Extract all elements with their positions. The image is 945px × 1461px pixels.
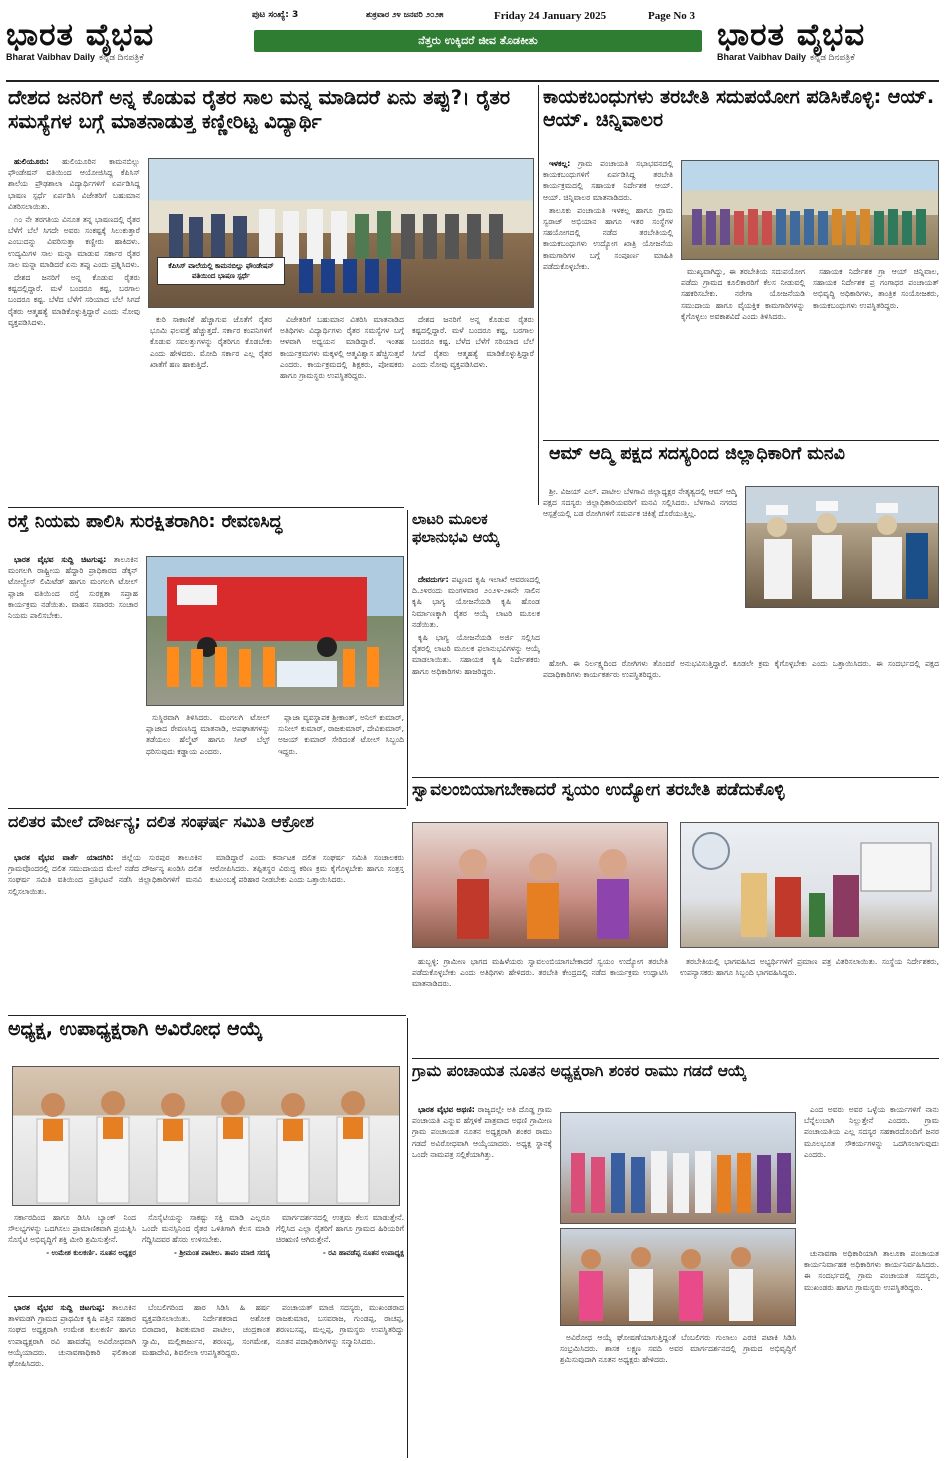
paragraph: ವಿಜೇತರಿಗೆ ಬಹುಮಾನ ವಿತರಿಸಿ ಮಾತನಾಡಿದ ಅತಿಥಿಗಳು ವಿದ್ಯಾರ್ಥಿಗಳು ರೈತರ ಸಮಸ್ಯೆಗಳ ಬಗ್ಗೆ ಆಳವಾಗಿ ಅಧ್ಯಯನ ಮಾಡಿದ್ದಾರೆ. ಇಂತಹ ಕಾರ್ಯಕ್ರಮಗಳು ಮಕ್ಕಳಲ್ಲಿ ಆತ್ಮವಿಶ್ವಾಸ ಹೆಚ್ಚಿಸುತ್ತವೆ ಎಂದರು. ಕಾರ್ಯಕ್ರಮದಲ್ಲಿ ಶಿಕ್ಷಕರು, ಪೋಷಕರು ಹಾಗೂ ಗ್ರಾಮಸ್ಥರು ಉಪಸ್ಥಿತರಿದ್ದರು. [280,315,404,381]
dateline: ಹುಲಿಯೂರು: [14,157,49,166]
masthead-title-right: ಭಾರತ ವೈಭವ [717,17,866,53]
paragraph: ಪಂಚಾಯತ್ ಮಾಜಿ ಸದಸ್ಯರು, ಮುಖಂಡರಾದ ರಾಜಕುಮಾರ, ಬಸವರಾಜ, ಗುಂಡಪ್ಪ, ರಾಚಪ್ಪ, ಶರಣಬಸಪ್ಪ, ಮಲ್ಲಪ್ಪ, ಗ್ರಾಮಸ್ಥರು ಉಪಸ್ಥಿತರಿದ್ದು ನೂತನ ಪದಾಧಿಕಾರಿಗಳನ್ನು ಸನ್ಮಾನಿಸಿದರು. [276,1303,404,1346]
paragraph: ಎಂದ ಅವರು ಅವರ ಒಳ್ಳೆಯ ಕಾರ್ಯಗಳಿಗೆ ನಾನು ಬೆನ್ನೆಲುಬಾಗಿ ನಿಲ್ಲುತ್ತೇನೆ ಎಂದರು. ಗ್ರಾಮ ಪಂಚಾಯತಿಯ ಎಲ್ಲ ಸದಸ್ಯರ ಸಹಕಾರದೊಂದಿಗೆ ಜನರ ಮೂಲಭೂತ ಸೌಕರ್ಯಗಳನ್ನು ಒದಗಿಸಲಾಗುವುದು ಎಂದರು. [804,1105,939,1159]
article-self-employment [412,780,939,1054]
supporters-icon [561,1229,796,1326]
paragraph: ಹೋಗಿ. ಈ ನಿರ್ಲಕ್ಷ್ಯದಿಂದ ರೋಗಿಗಳು ತೊಂದರೆ ಅನುಭವಿಸುತ್ತಿದ್ದಾರೆ. ಕೂಡಲೇ ಕ್ರಮ ಕೈಗೊಳ್ಳಬೇಕು ಎಂದು ಒತ್ತಾಯಿಸಿದರು. ಈ ಸಂದರ್ಭದಲ್ಲಿ ಪಕ್ಷದ ಪದಾಧಿಕಾರಿಗಳು ಕಾರ್ಯಕರ್ತರು ಉಪಸ್ಥಿತರಿದ್ದರು. [543,659,939,680]
paragraph: ತಾಲೂಕು ಪಂಚಾಯತಿ ಇಳಕಲ್ಲ ಹಾಗೂ ಗ್ರಾಮ ಸ್ವರಾಜ್ ಅಭಿಯಾನ ಹಾಗೂ ಇತರ ಸಂಸ್ಥೆಗಳ ಸಹಯೋಗದಲ್ಲಿ ನಡೆದ ತರಬೇತಿಯಲ್ಲಿ ಕಾಯಕಬಂಧುಗಳು ಉದ್ಯೋಗ ಖಾತ್ರಿ ಯೋಜನೆಯ ಕಾಮಗಾರಿಗಳ ಬಗ್ಗೆ ಸಂಪೂರ್ಣ ಮಾಹಿತಿ ಪಡೆದುಕೊಳ್ಳಬೇಕು. [543,205,673,271]
dateline: ಭಾರತ ವೈಭವ ಸುದ್ದಿ ಚಿಟಗುಪ್ಪ: [14,1303,105,1312]
dateline: ಭಾರತ ವೈಭವ ಅಥಣಿ: [418,1105,475,1114]
fire-truck-icon [147,557,404,706]
photo-road-safety [146,556,404,706]
trainees-icon [413,823,668,948]
masthead-title-left: ಭಾರತ ವೈಭವ [6,17,155,53]
date: Friday 24 January 2025 [494,10,607,22]
paragraph: ಮುಖ್ಯವಾಗಿದ್ದು, ಈ ತರಬೇತಿಯ ಸದುಪಯೋಗ ಪಡೆದು ಗ್ರಾಮದ ಕೂಲಿಕಾರರಿಗೆ ಕೆಲಸ ನೀಡುವಲ್ಲಿ ಸಹಕರಿಸಬೇಕು. ನರೇಗಾ ಯೋಜನೆಯಡಿ ಸಮುದಾಯ ಹಾಗೂ ವೈಯಕ್ತಿಕ ಕಾಮಗಾರಿಗಳನ್ನು ಕೈಗೊಳ್ಳಲು ಅವಕಾಶವಿದೆ ಎಂದು ತಿಳಿಸಿದರು. [681,267,805,321]
headline: ದಲಿತರ ಮೇಲೆ ದೌರ್ಜನ್ಯ; ದಲಿತ ಸಂಘರ್ಷ ಸಮಿತಿ ಆಕ್ರೋಶ [8,812,314,831]
photo-panchayat-supporters [560,1228,796,1326]
article-aap-memorandum [543,444,939,774]
paragraph: ಹುಬ್ಬಳ್ಳಿ: ಗ್ರಾಮೀಣ ಭಾಗದ ಮಹಿಳೆಯರು ಸ್ವಾವಲಂಬಿಯಾಗಬೇಕಾದರೆ ಸ್ವಯಂ ಉದ್ಯೋಗ ತರಬೇತಿ ಪಡೆದುಕೊಳ್ಳಬೇಕು ಎಂದು ಅತಿಥಿಗಳು ಹೇಳಿದರು. ತರಬೇತಿ ಕೇಂದ್ರದಲ್ಲಿ ನಡೆದ ಕಾರ್ಯಕ್ರಮ ಉದ್ಘಾಟಿಸಿ ಮಾತನಾಡಿದರು. [412,957,668,989]
masthead-sub-right-kn: ಕನ್ನಡ ದಿನಪತ್ರಿಕೆ [810,52,855,62]
paragraph: ಪ್ಲಾಜಾ ವ್ಯವಸ್ಥಾಪಕ ಶ್ರೀಕಾಂತ್, ಅನಿಲ್ ಕುಮಾರ್, ಸುನೀಲ್ ಕುಮಾರ್, ರಾಜಕುಮಾರ್, ದೇವಿಕುಮಾರ್, ಅಜಯ್ ಕುಮಾರ್ ಸೇರಿದಂತೆ ಟೋಲ್ ಸಿಬ್ಬಂದಿ ಇದ್ದರು. [278,713,404,756]
section-divider [543,440,939,441]
paragraph: ಶ್ರೀ. ವಿಜಯ್ ಎಲ್. ಪಾಟೀಲ ಬೆಳಗಾವಿ ಜಿಲ್ಲಾಧ್ಯಕ್ಷರ ನೇತೃತ್ವದಲ್ಲಿ ಆಮ್ ಆದ್ಮಿ ಪಕ್ಷದ ಸದಸ್ಯರು ಜಿಲ್ಲಾಧಿಕಾರಿಯವರಿಗೆ ಮನವಿ ಸಲ್ಲಿಸಿದರು. ಬೆಳಗಾವಿ ನಗರದ ಆಸ್ಪತ್ರೆಯಲ್ಲಿ ಬಡ ರೋಗಿಗಳಿಗೆ ಸಮರ್ಪಕ ಚಿಕಿತ್ಸೆ ದೊರೆಯುತ್ತಿಲ್ಲ. [543,487,737,519]
article-road-safety [8,512,404,804]
headline: ಆಮ್ ಆದ್ಮಿ ಪಕ್ಷದ ಸದಸ್ಯರಿಂದ ಜಿಲ್ಲಾಧಿಕಾರಿಗೆ ಮನವಿ [549,444,845,464]
paragraph: ೧೦ ನೇ ತರಗತಿಯ ವಿನೂತ ತನ್ನ ಭಾಷಣದಲ್ಲಿ ರೈತರ ಬೆಳೆಗೆ ಬೆಲೆ ಸಿಗದೇ ಅವರು ಸಂಕಷ್ಟಕ್ಕೆ ಸಿಲುಕುತ್ತಾರೆ ಎಂಬುದನ್ನು ವಿವರಿಸುತ್ತಾ ಕಣ್ಣೀರು ಹಾಕಿದಳು. ಉದ್ಯಮಿಗಳ ಸಾಲ ಮನ್ನಾ ಮಾಡುವ ಸರ್ಕಾರ ರೈತರ ಸಾಲ ಮನ್ನಾ ಮಾಡಿದರೆ ಏನು ತಪ್ಪು ಎಂದು ಪ್ರಶ್ನಿಸಿದಳು. [8,215,140,269]
article-dalit-atrocity [8,812,404,1012]
photo-felicitation [12,1066,400,1206]
masthead [6,2,939,72]
paragraph: ಚುನಾವಣಾ ಅಧಿಕಾರಿಯಾಗಿ ತಾಲೂಕಾ ಪಂಚಾಯತ ಕಾರ್ಯನಿರ್ವಾಹಕ ಅಧಿಕಾರಿಗಳು ಕಾರ್ಯನಿರ್ವಹಿಸಿದರು. ಈ ಸಂದರ್ಭದಲ್ಲಿ ಗ್ರಾಮ ಪಂಚಾಯತ ಸದಸ್ಯರು, ಮುಖಂಡರು ಹಾಗೂ ಗ್ರಾಮಸ್ಥರು ಉಪಸ್ಥಿತರಿದ್ದರು. [804,1249,939,1292]
paragraph: ಅವಿರೋಧ ಆಯ್ಕೆ ಘೋಷಣೆಯಾಗುತ್ತಿದ್ದಂತೆ ಬೆಂಬಲಿಗರು ಗುಲಾಲು ಎರಚಿ ಪಟಾಕಿ ಸಿಡಿಸಿ ಸಂಭ್ರಮಿಸಿದರು. ಶಾಸಕ ಲಕ್ಷ್ಮಣ ಸವದಿ ಅವರ ಮಾರ್ಗದರ್ಶನದಲ್ಲಿ ಗ್ರಾಮದ ಅಭಿವೃದ್ಧಿಗೆ ಶ್ರಮಿಸುವುದಾಗಿ ನೂತನ ಅಧ್ಯಕ್ಷರು ಹೇಳಿದರು. [560,1333,796,1365]
dateline: ಭಾರತ ವೈಭವ ವಾರ್ತೆ ಯಾದಗಿರಿ: [14,853,114,862]
paragraph: ಸುಸ್ಥಿರವಾಗಿ ತಿಳಿಸಿದರು. ಮಂಗಲಗಿ ಟೋಲ್ ಪ್ಲಾಜಾದ ರೇವಣಸಿದ್ಧ ಮಾತನಾಡಿ, ಅಪಘಾತಗಳನ್ನು ತಡೆಯಲು ಹೆಲ್ಮೆಟ್ ಹಾಗೂ ಸೀಟ್ ಬೆಲ್ಟ್ ಧರಿಸುವುದು ಕಡ್ಡಾಯ ಎಂದರು. [146,713,270,756]
photo-training-women [412,822,668,948]
paragraph: ಹುಲಿಯೂರಿನ ಕಾಮನಬಿಲ್ಲು ಫೌಂಡೇಷನ್ ವತಿಯಿಂದ ಆಯೋಜಿಸಿದ್ದ ಕೆಪಿಸಿಸ್ ಶಾಲೆಯ ಪ್ರೌಢಶಾಲಾ ವಿದ್ಯಾರ್ಥಿಗಳಿಗೆ ಏರ್ಪಡಿಸಿದ್ದ ಭಾಷಣ ಸ್ಪರ್ಧೆ ಏರ್ಪಡಿಸಿ ವಿಜೇತರಿಗೆ ಬಹುಮಾನ ವಿತರಿಸಲಾಯಿತು. [8,157,140,211]
column-divider [538,85,539,505]
celebration-crowd-icon [561,1113,796,1224]
group-people-icon [682,161,939,260]
photo-training-group [681,160,939,260]
photo-panchayat-celebration [560,1112,796,1224]
paragraph: ಸಹಾಯಕ ನಿರ್ದೇಶಕ ಗ್ರಾ ಆಯ್ ಚಿನ್ನಿವಾಲ, ಸಹಾಯಕ ನಿರ್ದೇಶಕ ಪ್ರ ಗಂಗಾಧರ ಪಂಚಾಯತ್ ಅಭಿವೃದ್ಧಿ ಅಧಿಕಾರಿಗಳು, ತಾಂತ್ರಿಕ ಸಂಯೋಜಕರು, ಕಾಯಕಬಂಧುಗಳು ಉಪಸ್ಥಿತರಿದ್ದರು. [813,267,939,310]
masthead-left [6,2,236,70]
quote: ಸೊಸೈಟಿಯನ್ನು ಸಾಕಷ್ಟು ಸಕ್ತಿ ಮಾಡಿ ಎಲ್ಲರೂ ಒಂದೇ ಮನಸ್ಸಿನಿಂದ ರೈತರ ಒಳಿತಿಗಾಗಿ ಕೆಲಸ ಮಾಡಿ ಗೆದ್ದಿಸಿದವರ ಹೆಸರು ಉಳಿಸಬೇಕು. [142,1213,270,1245]
section-divider [8,808,406,809]
paragraph: ದೇಶದ ಜನರಿಗೆ ಅನ್ನ ಕೊಡುವ ರೈತರು ಕಷ್ಟದಲ್ಲಿದ್ದಾರೆ. ಮಳೆ ಬಂದರೂ ಕಷ್ಟ, ಬರಗಾಲ ಬಂದರೂ ಕಷ್ಟ. ಬೆಳೆದ ಬೆಳೆಗೆ ಸರಿಯಾದ ಬೆಲೆ ಸಿಗದೆ ರೈತರು ಆತ್ಮಹತ್ಯೆ ಮಾಡಿಕೊಳ್ಳುತ್ತಿದ್ದಾರೆ ಎಂದು ನೋವು ವ್ಯಕ್ತಪಡಿಸಿದಳು. [8,273,140,327]
paragraph: ದೇಶದ ಜನರಿಗೆ ಅನ್ನ ಕೊಡುವ ರೈತರು ಕಷ್ಟದಲ್ಲಿದ್ದಾರೆ. ಮಳೆ ಬಂದರೂ ಕಷ್ಟ, ಬರಗಾಲ ಬಂದರೂ ಕಷ್ಟ. ಬೆಳೆದ ಬೆಳೆಗೆ ಸರಿಯಾದ ಬೆಲೆ ಸಿಗದೆ ರೈತರು ಆತ್ಮಹತ್ಯೆ ಮಾಡಿಕೊಳ್ಳುತ್ತಿದ್ದಾರೆ ಎಂದು ನೋವು ವ್ಯಕ್ತಪಡಿಸಿದಳು. [412,315,534,369]
photo-caption: ಕೆಪಿಸಿಸ್ ವಾಲೆಯಲ್ಲಿ ಕಾಮನಬಿಲ್ಲು ಫೌಂಡೇಷನ್ ವತಿಯಿಂದ ಭಾಷಣ ಸ್ಪರ್ಧೆ [157,257,285,285]
photo-aap-protest [745,486,939,608]
article-society-election [8,1018,404,1458]
protesters-icon [746,487,939,608]
dateline: ಭಾರತ ವೈಭವ ಸುದ್ದಿ ಚಿಟಗುಪ್ಪ: [14,555,107,564]
page-no: Page No 3 [648,10,696,22]
headline: ದೇಶದ ಜನರಿಗೆ ಅನ್ನ ಕೊಡುವ ರೈತರ ಸಾಲ ಮನ್ನ ಮಾಡಿದರೆ ಏನು ತಪ್ಪು?। ರೈತರ ಸಮಸ್ಯೆಗಳ ಬಗ್ಗೆ ಮಾತನಾಡುತ್ತ ಕಣ್ಣೀರಿಟ್ಟ ವಿದ್ಯಾರ್ಥಿ [8,86,511,133]
paragraph: ರಾಜ್ಯದಲ್ಲೇ ಅತಿ ದೊಡ್ಡ ಗ್ರಾಮ ಪಂಚಾಯತಿ ಎನ್ನುವ ಹೆಗ್ಗಳಿಕೆ ಪಾತ್ರವಾದ ಅಥಣಿ ಗ್ರಾಮೀಣ ಗ್ರಾಮ ಪಂಚಾಯತ ನೂತನ ಅಧ್ಯಕ್ಷರಾಗಿ ಶಂಕರ ರಾಮು ಗಡದೆ ಅವಿರೋಧವಾಗಿ ಆಯ್ಕೆಯಾದರು. ಅಧ್ಯಕ್ಷ ಸ್ಥಾನಕ್ಕೆ ಒಂದೇ ನಾಮಪತ್ರ ಸಲ್ಲಿಕೆಯಾಗಿತ್ತು. [412,1105,552,1159]
masthead-right [717,2,939,70]
photo-training-inauguration [680,822,939,948]
tagline: ನೆತ್ತರು ಉಕ್ಕಿದರೆ ಜೀವ ತೊಡಕೀತು [254,30,702,52]
paragraph: ತರಬೇತಿಯಲ್ಲಿ ಭಾಗವಹಿಸಿದ ಅಭ್ಯರ್ಥಿಗಳಿಗೆ ಪ್ರಮಾಣ ಪತ್ರ ವಿತರಿಸಲಾಯಿತು. ಸಂಸ್ಥೆಯ ನಿರ್ದೇಶಕರು, ಉಪನ್ಯಾಸಕರು ಹಾಗೂ ಸಿಬ್ಬಂದಿ ಭಾಗವಹಿಸಿದ್ದರು. [680,957,939,978]
column-divider [407,510,408,806]
section-divider [412,777,939,778]
section-divider [8,507,404,508]
quote-byline: - ಉಮೇಶ ಕುಲಕರ್ಣಿ. ನೂತನ ಅಧ್ಯಕ್ಷರ [46,1248,136,1257]
paragraph: ಜಿಲ್ಲೆಯ ಸುರಪುರ ತಾಲೂಕಿನ ಗ್ರಾಮವೊಂದರಲ್ಲಿ ದಲಿತ ಸಮುದಾಯದ ಮೇಲೆ ನಡೆದ ದೌರ್ಜನ್ಯ ಖಂಡಿಸಿ ದಲಿತ ಸಂಘರ್ಷ ಸಮಿತಿ ವತಿಯಿಂದ ಪ್ರತಿಭಟನೆ ನಡೆಸಿ ಜಿಲ್ಲಾಧಿಕಾರಿಗಳಿಗೆ ಮನವಿ ಸಲ್ಲಿಸಲಾಯಿತು. [8,853,202,896]
headline: ಗ್ರಾಮ ಪಂಚಾಯತ ನೂತನ ಅಧ್ಯಕ್ಷರಾಗಿ ಶಂಕರ ರಾಮು ಗಡದೆ ಆಯ್ಕೆ [412,1062,747,1080]
dateline: ದೇವದುರ್ಗ: [418,575,449,584]
garlanded-men-icon [13,1067,400,1206]
headline: ಲಾಟರಿ ಮೂಲಕ ಫಲಾನುಭವಿ ಆಯ್ಕೆ [412,512,500,546]
dateline: ಇಳಕಲ್ಲ: [549,159,571,168]
headline: ಕಾಯಕಬಂಧುಗಳು ತರಬೇತಿ ಸದುಪಯೋಗ ಪಡಿಸಿಕೊಳ್ಳಿ: ಆಯ್. ಆಯ್. ಚಿನ್ನಿವಾಲರ [543,86,935,132]
paragraph: ತಾಲೂಕಿನ ತಾಳಮಡಗಿ ಗ್ರಾಮದ ಪ್ರಾಥಮಿಕ ಕೃಷಿ ಪತ್ತಿನ ಸಹಕಾರ ಸಂಘದ ಅಧ್ಯಕ್ಷರಾಗಿ ಉಮೇಶ ಕುಲಕರ್ಣಿ ಹಾಗೂ ಉಪಾಧ್ಯಕ್ಷರಾಗಿ ರವಿ ಹಾವಡೆಪ್ಪ ಅವಿರೋಧವಾಗಿ ಆಯ್ಕೆಯಾದರು. ಚುನಾವಣಾಧಿಕಾರಿ ಫಲಿತಾಂಶ ಘೋಷಿಸಿದರು. [8,1303,136,1369]
masthead-divider [6,80,939,82]
quote-byline: - ಶ್ರೀಮಂತ ಪಾಟೀಲ. ತಾಪಂ ಮಾಜಿ ಸದಸ್ಯ [174,1248,270,1257]
crowd-figures-icon [149,159,534,308]
headline: ಸ್ವಾವಲಂಬಿಯಾಗಬೇಕಾದರೆ ಸ್ವಯಂ ಉದ್ಯೋಗ ತರಬೇತಿ ಪಡೆದುಕೊಳ್ಳಿ [412,780,785,800]
paragraph: ಬೆಂಬಲಿಗರಿಂದ ಹಾರ ಸಿಡಿಸಿ ಹಿ ಹರ್ಷ ವ್ಯಕ್ತಪಡಿಸಲಾಯಿತು. ನಿರ್ದೇಶಕರಾದ ಅಶೋಕ ಬಿರಾದಾರ, ಶಿವಕುಮಾರ ಪಾಟೀಲ, ಚಂದ್ರಕಾಂತ ಸ್ವಾಮಿ, ಮಲ್ಲಿಕಾರ್ಜುನ, ಶರಣಪ್ಪ, ಸಂಗಮೇಶ, ಮಹಾದೇವಿ, ಶಿವಲೀಲಾ ಉಪಸ್ಥಿತರಿದ್ದರು. [142,1303,270,1357]
masthead-center [246,6,710,66]
paragraph: ಕುರಿ ಸಾಕಾಣಿಕೆ ಹೆಚ್ಚಾಗುವ ಜೊತೆಗೆ ರೈತರ ಭೂಮಿ ಫಲವತ್ತೆ ಹೆಚ್ಚುತ್ತದೆ. ಸರ್ಕಾರ ಕಂಪನಿಗಳಿಗೆ ಕೊಡುವ ಸವಲತ್ತುಗಳನ್ನು ರೈತರಿಗೂ ಕೊಡಬೇಕು ಎಂದು ಹೇಳಿದರು. ಮೋದಿ ಸರ್ಕಾರ ಎಲ್ಲ ರೈತರ ಖಾತೆಗೆ ಹಣ ಹಾಕುತ್ತಿದೆ. [150,315,272,369]
paragraph: ಕೃಷಿ ಭಾಗ್ಯ ಯೋಜನೆಯಡಿ ಅರ್ಜಿ ಸಲ್ಲಿಸಿದ ರೈತರಲ್ಲಿ ಲಾಟರಿ ಮೂಲಕ ಫಲಾನುಭವಿಗಳನ್ನು ಆಯ್ಕೆ ಮಾಡಲಾಯಿತು. ಸಹಾಯಕ ಕೃಷಿ ನಿರ್ದೇಶಕರು ಹಾಗೂ ಅಧಿಕಾರಿಗಳು ಹಾಜರಿದ್ದರು. [412,633,540,676]
paragraph: ಪಟ್ಟಣದ ಕೃಷಿ ಇಲಾಖೆ ಆವರಣದಲ್ಲಿ ದಿ.೨೪ರಂದು ಮಂಗಳವಾರ ೨೦೨೪-೨೫ನೇ ಸಾಲಿನ ಕೃಷಿ ಭಾಗ್ಯ ಯೋಜನೆಯಡಿ ಕೃಷಿ ಹೊಂಡ ನಿರ್ಮಾಣಕ್ಕಾಗಿ ರೈತರ ಆಯ್ಕೆ ಲಾಟರಿ ಮೂಲಕ ನಡೆಯಿತು. [412,575,540,629]
masthead-sub-left: Bharat Vaibhav Daily [6,52,96,62]
column-divider [407,1018,408,1458]
paragraph: ತಾಲೂಕಿನ ಮಂಗಲಗಿ ರಾಷ್ಟ್ರೀಯ ಹೆದ್ದಾರಿ ಪ್ರಾಧಿಕಾರದ ಡೆಕ್ಕನ್ ಟೋಲ್ವೇಸ್ ಲಿಮಿಟೆಡ್ ಹಾಗೂ ಮಂಗಲಗಿ ಟೋಲ್ ಪ್ಲಾಜಾ ವತಿಯಿಂದ ರಸ್ತೆ ಸುರಕ್ಷತಾ ಸಪ್ತಾಹ ಕಾರ್ಯಕ್ರಮ ನಡೆಯಿತು. ವಾಹನ ಸವಾರರು ಸಂಚಾರ ನಿಯಮ ಪಾಲಿಸಬೇಕು. [8,555,138,621]
paragraph: ಗ್ರಾಮ ಪಂಚಾಯತಿ ಸಭಾಭವನದಲ್ಲಿ ಕಾಯಕಬಂಧುಗಳಿಗೆ ಏರ್ಪಡಿಸಿದ್ದ ತರಬೇತಿ ಕಾರ್ಯಕ್ರಮದಲ್ಲಿ ಸಹಾಯಕ ನಿರ್ದೇಶಕ ಆಯ್. ಆಯ್. ಚಿನ್ನಿವಾಲರ ಮಾತನಾಡಿದರು. [543,159,673,202]
section-divider [412,1058,939,1059]
photo-students-speech [148,158,534,308]
article-gram-panchayat-president [412,1062,939,1458]
section-divider [8,1015,406,1016]
headline: ಅಧ್ಯಕ್ಷ, ಉಪಾಧ್ಯಕ್ಷರಾಗಿ ಅವಿರೋಧ ಆಯ್ಕೆ [8,1018,263,1040]
quote-byline: - ರವಿ ಹಾವಡೆಪ್ಪ ನೂತನ ಉಪಾಧ್ಯಕ್ಷ [322,1248,404,1257]
section-divider [8,1296,404,1297]
quote: ಮಾರ್ಗದರ್ಶನದಲ್ಲಿ ಉತ್ತಮ ಕೆಲಸ ಮಾಡುತ್ತೇನೆ. ಗೆಲ್ಲಿಸಿದ ಎಲ್ಲಾ ರೈತರಿಗೆ ಹಾಗೂ ಗ್ರಾಮದ ಹಿರಿಯರಿಗೆ ಚಿರಋಣಿ ಆಗಿರುತ್ತೇನೆ. [276,1213,404,1245]
masthead-sub-right: Bharat Vaibhav Daily [717,52,807,62]
article-lottery [412,512,540,774]
inauguration-icon [681,823,939,948]
paragraph: ಮಾಡಿದ್ದಾರೆ ಎಂದು ಕರ್ನಾಟಕ ದಲಿತ ಸಂಘರ್ಷ ಸಮಿತಿ ಸಂಚಾಲಕರು ಆರೋಪಿಸಿದರು. ತಪ್ಪಿತಸ್ಥರ ವಿರುದ್ಧ ಕಠಿಣ ಕ್ರಮ ಕೈಗೊಳ್ಳಬೇಕು ಹಾಗೂ ಸಂತ್ರಸ್ತ ಕುಟುಂಬಕ್ಕೆ ಪರಿಹಾರ ನೀಡಬೇಕು ಎಂದು ಒತ್ತಾಯಿಸಿದರು. [210,853,404,885]
headline: ರಸ್ತೆ ನಿಯಮ ಪಾಲಿಸಿ ಸುರಕ್ಷಿತರಾಗಿರಿ: ರೇವಣಸಿದ್ಧ [8,512,283,532]
quote: ಸರ್ಕಾರದಿಂದ ಹಾಗೂ ಡಿಸಿಸಿ ಬ್ಯಾಂಕ್ ನಿಂದ ಸೌಲಭ್ಯಗಳನ್ನು ಒದಗಿಸಲು ಪ್ರಾಮಾಣಿಕವಾಗಿ ಪ್ರಯತ್ನಿಸಿ ಸೊಸೈಟಿ ಅಭಿವೃದ್ಧಿಗೆ ಶಕ್ತಿ ಮೀರಿ ಶ್ರಮಿಸುತ್ತೇನೆ. [8,1213,136,1245]
article-farmers-loan [8,86,534,504]
page-count: ಪುಟ ಸಂಖ್ಯೆ: 3 [252,10,299,20]
kn-date: ಶುಕ್ರವಾರ ೨೪ ಜನವರಿ ೨೦೨೫ [366,10,444,19]
article-kayakabandhu-training [543,86,939,438]
masthead-sub-left-kn: ಕನ್ನಡ ದಿನಪತ್ರಿಕೆ [99,52,144,62]
